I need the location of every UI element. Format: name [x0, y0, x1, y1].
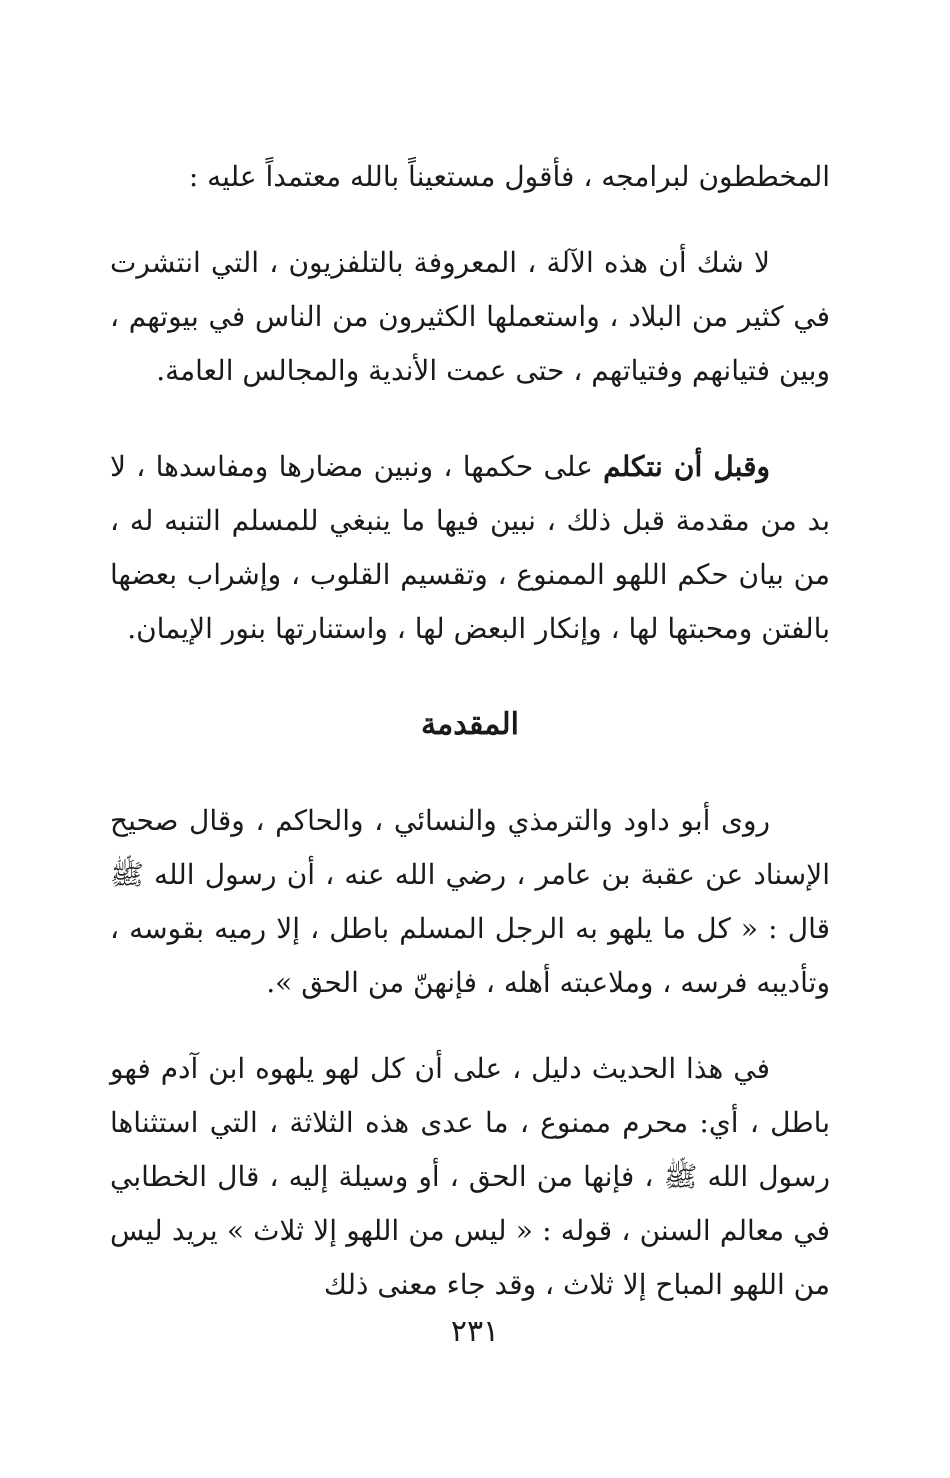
- page-body: [110, 150, 830, 1312]
- paragraph-commentary: في هذا الحديث دليل ، على أن كل لهو يلهوه ابن آدم فهو باطل ، أي: محرم ممنوع ، ما عدى هذه الثلاثة ، التي استثناها رسول الله ﷺ ، فإنها من الحق ، أو وسيلة إليه ، قال الخطابي في معالم السنن ، قوله : « ليس من اللهو إلا ثلاث » يريد ليس من اللهو المباح إلا ثلاث ، وقد جاء معنى ذلك: [110, 1052, 830, 1301]
- section-heading: المقدمة: [421, 707, 519, 742]
- paragraph-intro: المخططون لبرامجه ، فأقول مستعيناً بالله معتمداً عليه :: [188, 160, 830, 193]
- page-number: ٢٣١: [450, 1314, 500, 1349]
- paragraph-before-speaking: [110, 440, 830, 656]
- paragraph-hadith: روى أبو داود والترمذي والنسائي ، والحاكم ، وقال صحيح الإسناد عن عقبة بن عامر ، رضي الله عنه ، أن رسول الله ﷺ قال : « كل ما يلهو به الرجل المسلم باطل ، إلا رميه بقوسه ، وتأديبه فرسه ، وملاعبته أهله ، فإنهنّ من الحق ».: [110, 804, 830, 999]
- paragraph-lead-rest: على حكمها ، ونبين مضارها ومفاسدها ، لا بد من مقدمة قبل ذلك ، نبين فيها ما ينبغي للمسلم التنبه له ، من بيان حكم اللهو الممنوع ، وتقسيم القلوب ، وإشراب بعضها بالفتن ومحبتها لها ، وإنكار البعض لها ، واستنارتها بنور الإيمان.: [110, 450, 831, 645]
- paragraph-lead-bold: وقبل أن نتكلم: [603, 450, 770, 483]
- paragraph-television: لا شك أن هذه الآلة ، المعروفة بالتلفزيون ، التي انتشرت في كثير من البلاد ، واستعملها الكثيرون من الناس في بيوتهم ، وبين فتيانهم وفتياتهم ، حتى عمت الأندية والمجالس العامة.: [110, 246, 830, 387]
